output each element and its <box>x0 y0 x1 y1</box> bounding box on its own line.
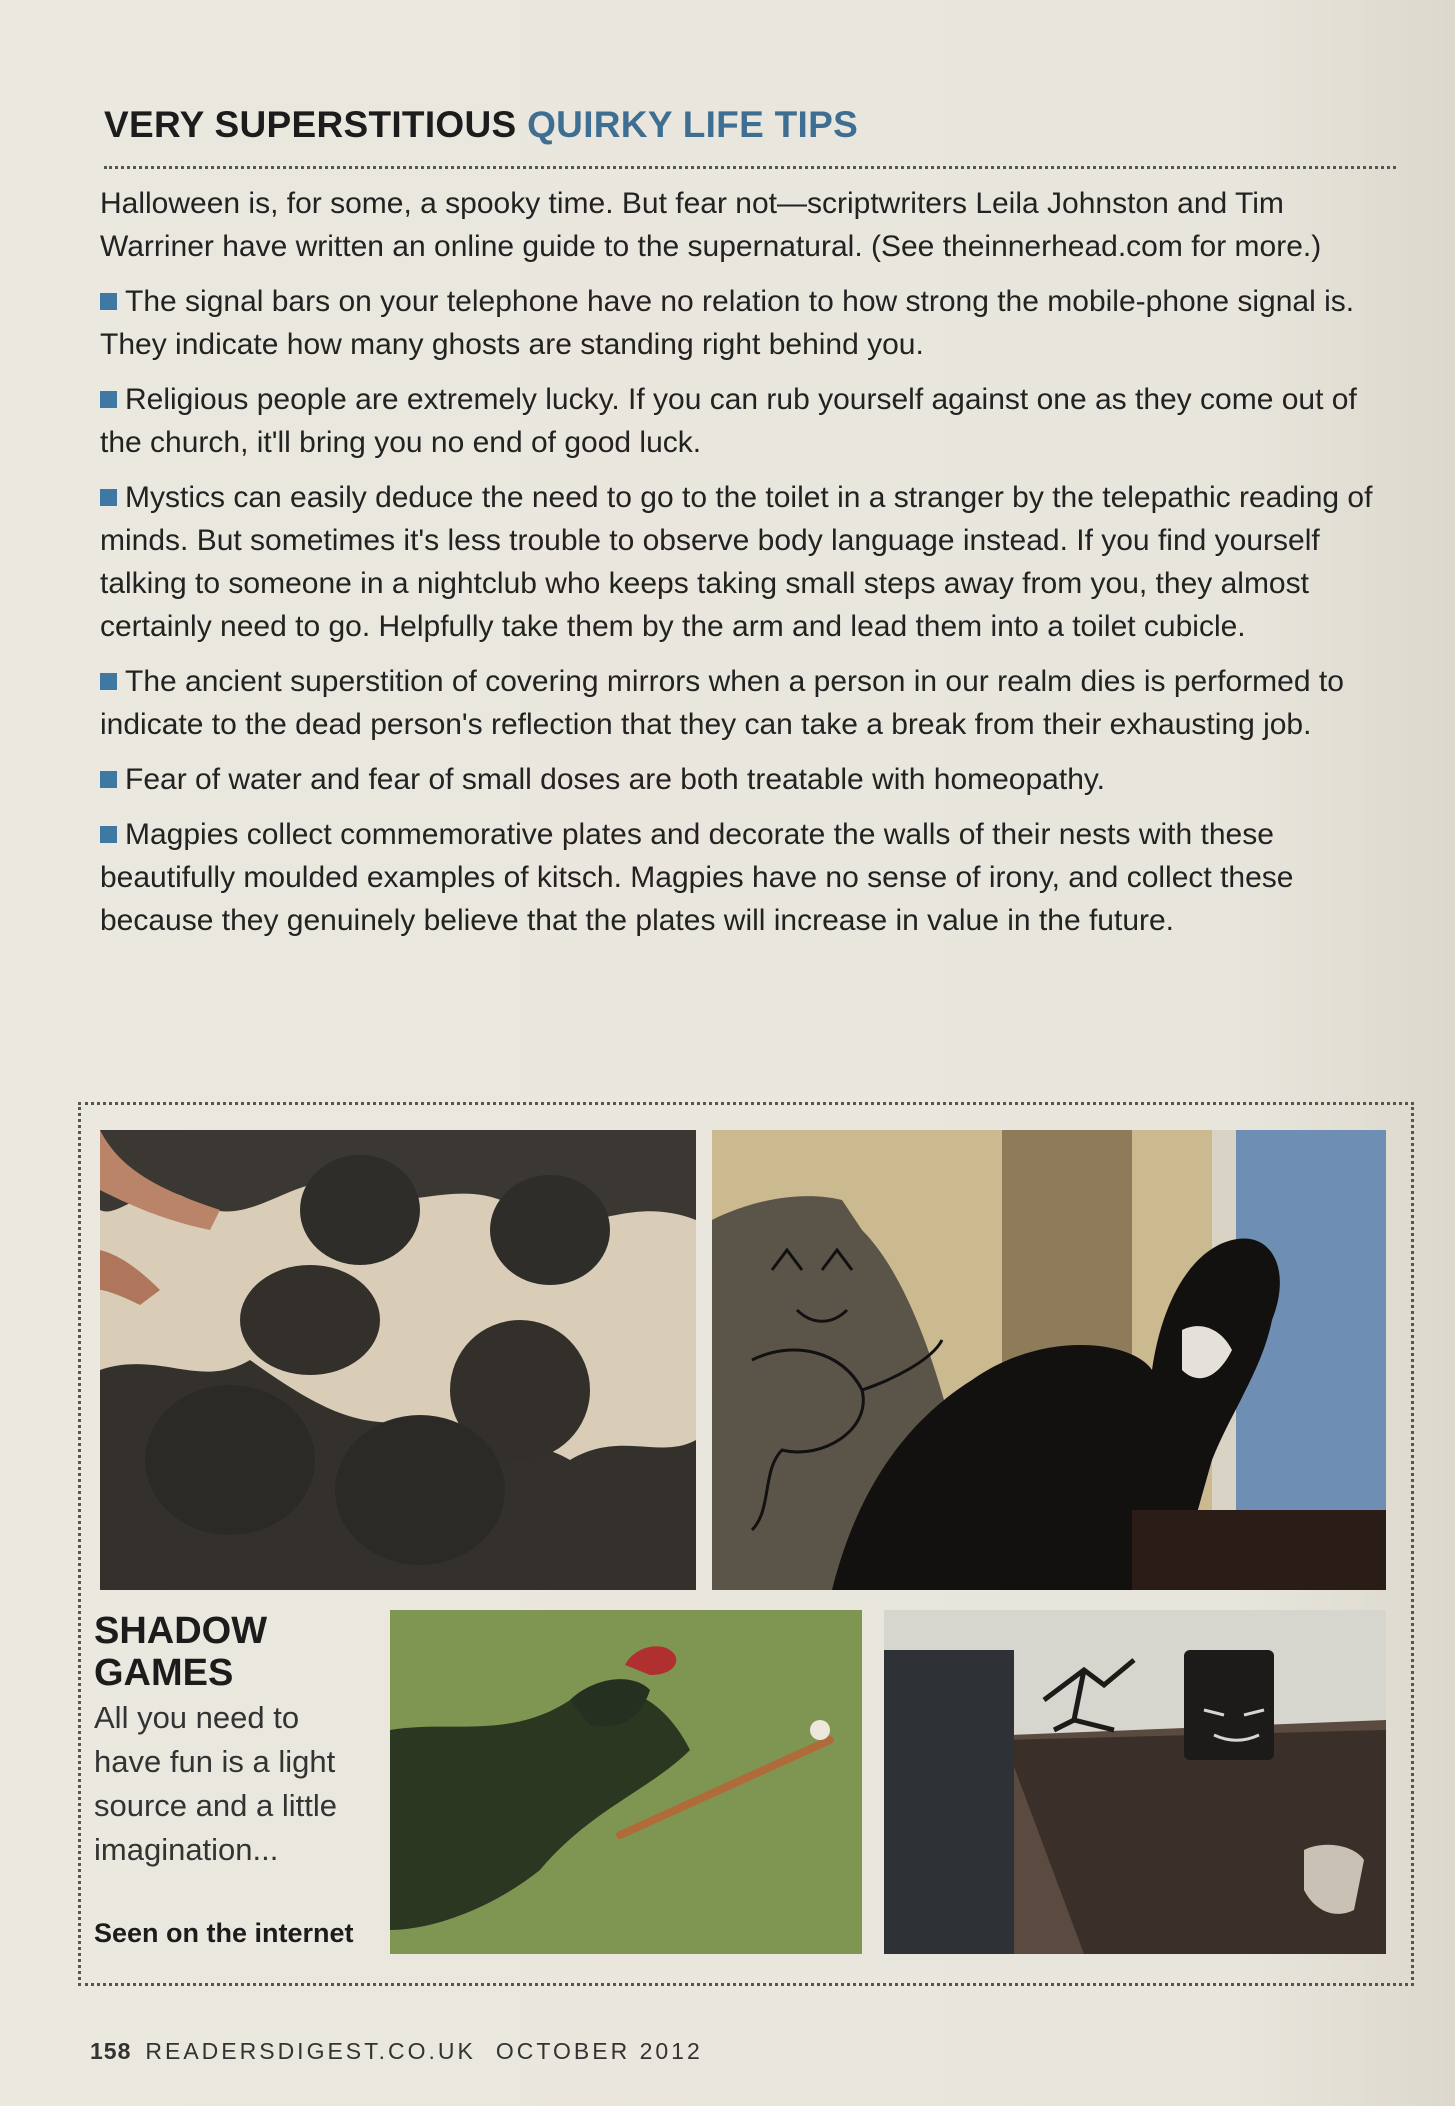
photo-baseball-shadow-grass <box>390 1610 862 1954</box>
photo-robot-shadow-bin <box>884 1610 1386 1954</box>
tip-item: Magpies collect commemorative plates and decorate the walls of their nests with these beautifully moulded examples of kitsch. Magpies have no sense of irony, and collect these because they genuinely believe that the plates will increase in value in the future. <box>100 818 1294 937</box>
square-bullet-icon <box>100 489 117 506</box>
shadow-games-credit: Seen on the internet <box>94 1918 354 1948</box>
shadow-games-title: SHADOW GAMES <box>94 1610 268 1694</box>
square-bullet-icon <box>100 826 117 843</box>
square-bullet-icon <box>100 293 117 310</box>
article-title: VERY SUPERSTITIOUS <box>104 104 517 145</box>
tip-item: Fear of water and fear of small doses are both treatable with homeopathy. <box>100 758 1400 801</box>
page-footer <box>90 2038 703 2065</box>
tip-item: The signal bars on your telephone have no relation to how strong the mobile-phone signal is. They indicate how many ghosts are standing right behind you. <box>100 285 1355 361</box>
article-heading <box>104 104 858 146</box>
square-bullet-icon <box>100 771 117 788</box>
article-intro: Halloween is, for some, a spooky time. But fear not—scriptwriters Leila Johnston and Tim Warriner have written an online guide to the supernatural. (See theinnerhead.com for more.) <box>100 187 1322 263</box>
shadow-games-text: All you need to have fun is a light source and a little imagination... <box>94 1700 337 1867</box>
page-number: 158 <box>90 2038 132 2064</box>
photo-shadow-faces-sand <box>100 1130 696 1590</box>
tip-item: The ancient superstition of covering mirrors when a person in our realm dies is performed to indicate to the dead person's reflection that they can take a break from their exhausting job. <box>100 665 1344 741</box>
dotted-divider <box>104 166 1396 169</box>
square-bullet-icon <box>100 391 117 408</box>
footer-site: READERSDIGEST.CO.UK <box>145 2038 476 2064</box>
article-body <box>100 182 1400 954</box>
tip-item: Mystics can easily deduce the need to go to the toilet in a stranger by the telepathic reading of minds. But sometimes it's less trouble to observe body language instead. If you find yourself talking to someone in a nightclub who keeps taking small steps away from you, they almost certainly need to go. Helpfully take them by the arm and lead them into a toilet cubicle. <box>100 481 1373 643</box>
photo-cat-shadow-drawing <box>712 1130 1386 1590</box>
article-subtitle: QUIRKY LIFE TIPS <box>527 104 859 145</box>
square-bullet-icon <box>100 673 117 690</box>
tip-item: Religious people are extremely lucky. If you can rub yourself against one as they come out of the church, it'll bring you no end of good luck. <box>100 383 1357 459</box>
footer-issue: OCTOBER 2012 <box>495 2038 703 2064</box>
